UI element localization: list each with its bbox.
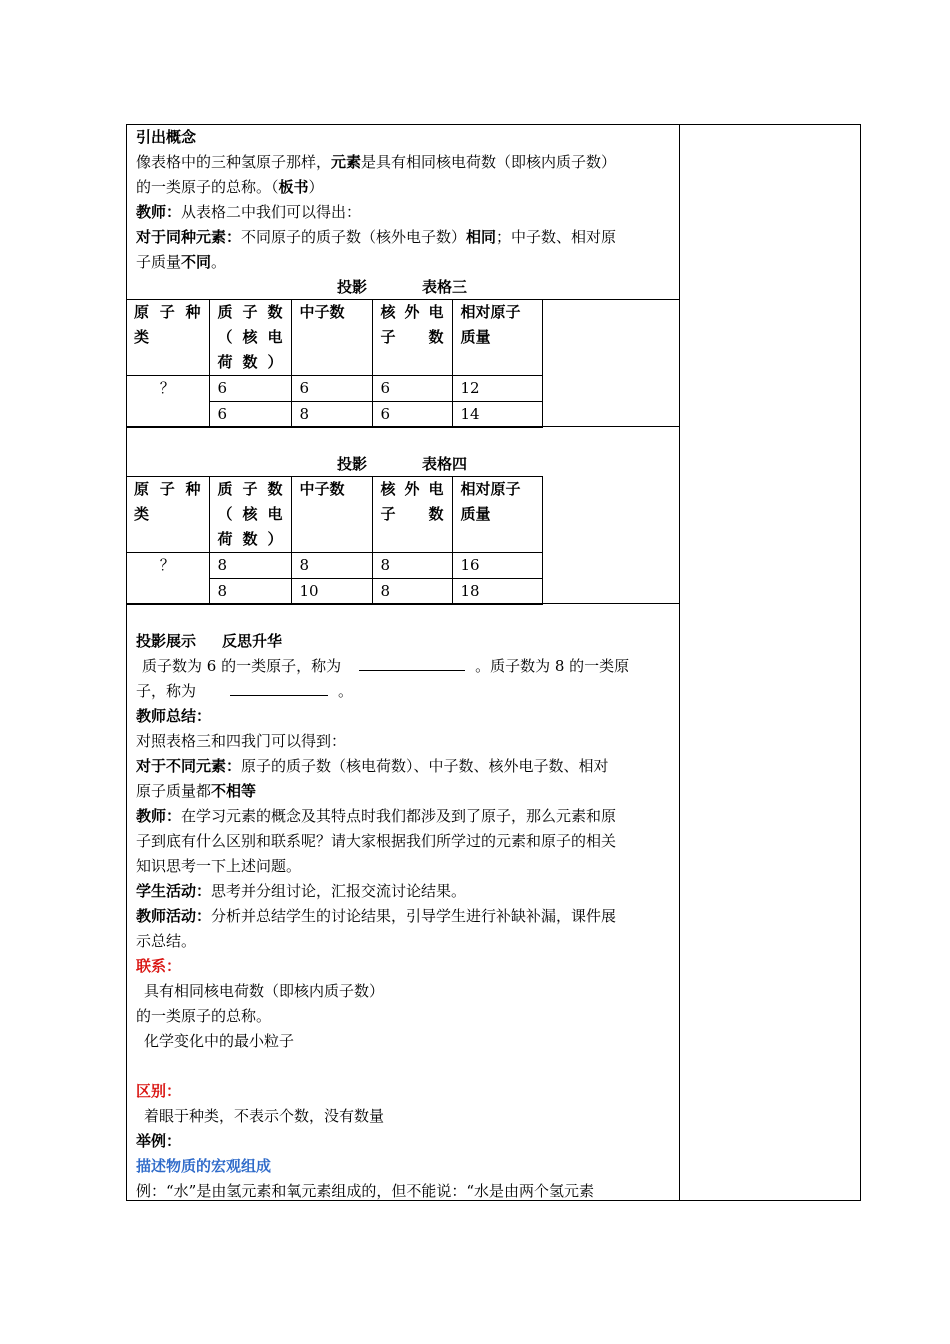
table-cell: 8	[209, 553, 291, 579]
table-cell: 12	[452, 376, 542, 402]
teacher-activity-line-2: 示总结。	[136, 932, 197, 950]
same-element-line-2: 子质量不同。	[136, 253, 227, 271]
connection-line-1: 具有相同核电荷数（即核内质子数）	[144, 982, 385, 1000]
table-cell: 16	[452, 553, 542, 579]
table-cell: 10	[291, 579, 372, 605]
example-line-1: 例：“水”是由氢元素和氧元素组成的，但不能说：“水是由两个氢元素	[136, 1182, 595, 1200]
table4-caption-projection: 投影	[337, 455, 368, 473]
table-cell: 14	[452, 402, 542, 428]
table-cell: 6	[209, 376, 291, 402]
table4-header-neutron-count: 中子数	[291, 477, 372, 553]
table-cell: 8	[372, 579, 452, 605]
table4-header-electron-count: 核 外 电 子数	[372, 477, 452, 553]
table3-header-proton-count: 质 子 数 （ 核 电 荷数）	[209, 300, 291, 376]
teacher-question-line-1: 教师：在学习元素的概念及其特点时我们都涉及到了原子，那么元素和原	[136, 807, 617, 825]
teacher-question-line-2: 子到底有什么区别和联系呢？请大家根据我们所学过的元素和原子的相关	[136, 832, 617, 850]
difference-line-1: 着眼于种类，不表示个数，没有数量	[144, 1107, 385, 1125]
table4-group-label: ？	[126, 553, 209, 605]
lesson-content	[126, 124, 679, 1201]
table4	[126, 476, 543, 605]
table4-bottom-rule	[126, 603, 679, 604]
table-cell: 8	[372, 553, 452, 579]
projection-heading: 投影展示 反思升华	[136, 632, 283, 650]
teacher-summary-label: 教师总结：	[136, 707, 212, 725]
table3-header-relative-mass: 相对原子质量	[452, 300, 542, 376]
table3-caption-projection: 投影	[337, 278, 368, 296]
table4-header-proton-count: 质 子 数 （ 核 电 荷数）	[209, 477, 291, 553]
difference-label: 区别：	[136, 1082, 182, 1100]
table-cell: 6	[372, 402, 452, 428]
intro-heading: 引出概念	[136, 128, 197, 146]
connection-label: 联系：	[136, 957, 182, 975]
column-divider	[679, 124, 680, 1201]
different-element-line-2: 原子质量都不相等	[136, 782, 257, 800]
macro-composition-label: 描述物质的宏观组成	[136, 1157, 272, 1175]
connection-line-3: 化学变化中的最小粒子	[144, 1032, 295, 1050]
answer-blank-1[interactable]	[359, 654, 465, 671]
table-cell: 8	[291, 553, 372, 579]
table-cell: 6	[372, 376, 452, 402]
table-cell: 6	[291, 376, 372, 402]
table3-header-neutron-count: 中子数	[291, 300, 372, 376]
table-cell: 6	[209, 402, 291, 428]
table3-caption-title: 表格三	[422, 278, 468, 296]
same-element-line-1: 对于同种元素：不同原子的质子数（核外电子数）相同；中子数、相对原	[136, 228, 617, 246]
connection-line-2: 的一类原子的总称。	[136, 1007, 272, 1025]
teacher-line: 教师：从表格二中我们可以得出：	[136, 203, 362, 221]
table3-bottom-rule	[126, 426, 679, 427]
student-activity-line: 学生活动：思考并分组讨论，汇报交流讨论结果。	[136, 882, 467, 900]
question-line-1: 质子数为 6 的一类原子，称为 。质子数为 8 的一类原	[142, 654, 679, 679]
table3-header-atom-type: 原 子 种 类	[126, 300, 209, 376]
answer-blank-2[interactable]	[230, 679, 328, 696]
different-element-line-1: 对于不同元素：原子的质子数（核电荷数）、中子数、核外电子数、相对	[136, 757, 609, 775]
question-line-2: 子，称为 。	[136, 679, 676, 704]
definition-line-1: 像表格中的三种氢原子那样，元素是具有相同核电荷数（即核内质子数）	[136, 153, 617, 171]
table-cell: 8	[291, 402, 372, 428]
example-label: 举例：	[136, 1132, 182, 1150]
table-cell: 8	[209, 579, 291, 605]
teacher-activity-line-1: 教师活动：分析并总结学生的讨论结果，引导学生进行补缺补漏，课件展	[136, 907, 617, 925]
table3-group-label: ？	[126, 376, 209, 428]
table4-caption-title: 表格四	[422, 455, 468, 473]
table-cell: 18	[452, 579, 542, 605]
definition-line-2: 的一类原子的总称。（板书）	[136, 178, 324, 196]
table4-header-relative-mass: 相对原子质量	[452, 477, 542, 553]
teacher-question-line-3: 知识思考一下上述问题。	[136, 857, 302, 875]
table3	[126, 299, 543, 428]
compare-line: 对照表格三和四我门可以得到：	[136, 732, 347, 750]
table3-header-electron-count: 核 外 电 子数	[372, 300, 452, 376]
table4-header-atom-type: 原 子 种 类	[126, 477, 209, 553]
